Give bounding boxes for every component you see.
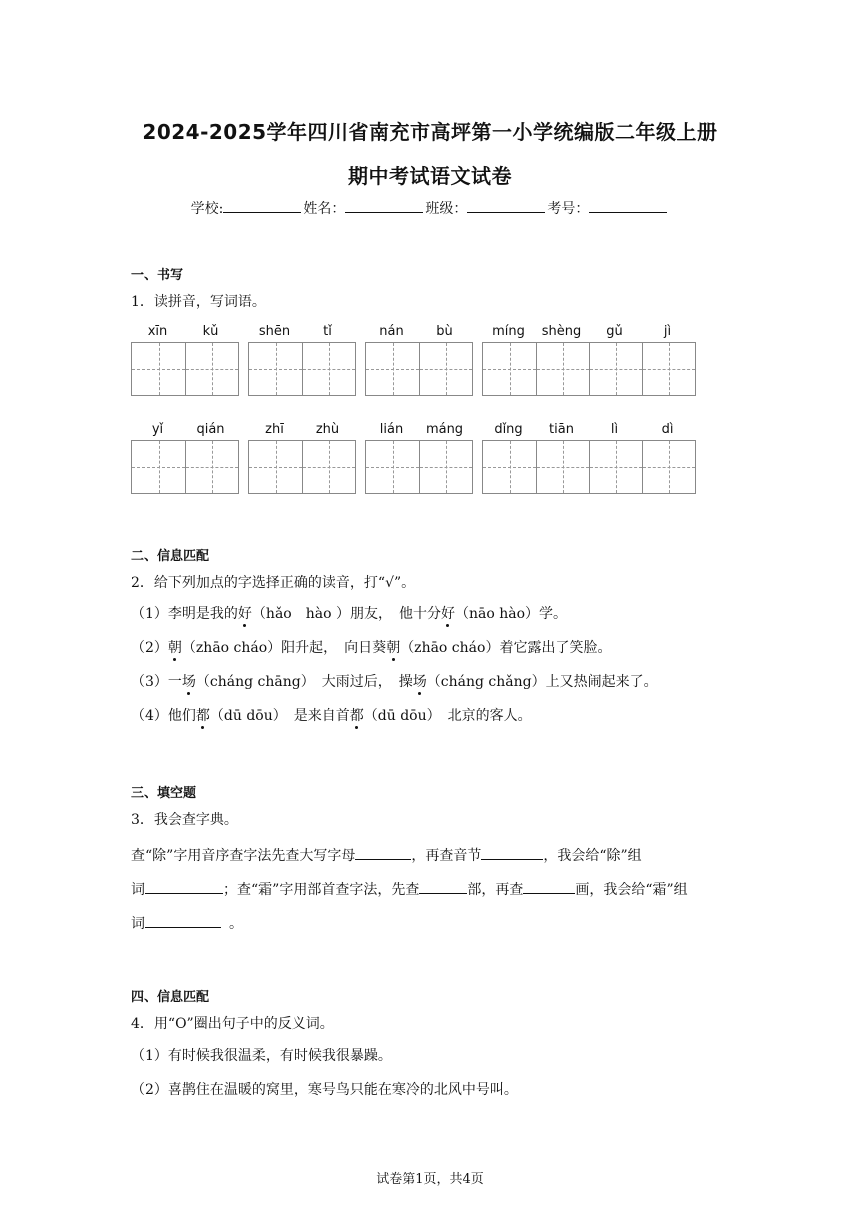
pinyin: nán	[379, 324, 404, 339]
line-text: 查“除”字用音序查字法先查大写字母	[131, 848, 356, 864]
dotted-char: 朝	[386, 640, 401, 656]
pinyin: shēn	[258, 324, 291, 339]
dotted-char: 好	[440, 606, 455, 622]
pinyin: yǐ	[151, 422, 164, 437]
item-text: （dū dōu） 北京的客人。	[363, 708, 532, 724]
pinyin: míng	[492, 324, 525, 339]
pinyin: xīn	[147, 324, 168, 339]
pinyin: zhù	[315, 422, 340, 437]
dotted-char: 都	[195, 708, 210, 724]
question-2-item-1	[131, 604, 567, 624]
section-2-heading: 二、信息匹配	[131, 549, 210, 564]
pinyin: gǔ	[606, 324, 623, 339]
question-1: 1．读拼音，写词语。	[131, 294, 266, 310]
student-info-line	[0, 198, 860, 218]
pinyin: kǔ	[202, 324, 219, 339]
dotted-char: 朝	[167, 640, 182, 656]
pinyin: shèng	[541, 324, 582, 339]
writing-box[interactable]	[248, 440, 356, 494]
question-2: 2．给下列加点的字选择正确的读音，打“√”。	[131, 575, 416, 591]
question-2-item-2	[131, 638, 611, 658]
line-text: 。	[229, 916, 243, 932]
line-text: 部，再查	[467, 882, 524, 898]
line-text: 词	[131, 916, 145, 932]
dotted-char: 好	[237, 606, 252, 622]
number-blank[interactable]	[589, 198, 667, 213]
writing-box[interactable]	[131, 342, 239, 396]
item-text: （4）他们	[131, 708, 196, 724]
writing-box[interactable]	[365, 440, 473, 494]
pinyin: qián	[196, 422, 225, 437]
section-1-heading: 一、书写	[131, 268, 184, 283]
name-blank[interactable]	[345, 198, 423, 213]
title-line-2: 期中考试语文试卷	[348, 164, 512, 188]
dotted-char: 都	[349, 708, 364, 724]
title-line-1: 2024-2025学年四川省南充市高坪第一小学统编版二年级上册	[142, 120, 718, 144]
pinyin: lì	[610, 422, 619, 437]
item-text: （zhāo cháo）阳升起， 向日葵	[181, 640, 387, 656]
pinyin: dì	[661, 422, 674, 437]
pinyin: jì	[663, 324, 672, 339]
fill-blank[interactable]	[145, 879, 223, 894]
question-3-line-1	[131, 845, 642, 865]
line-text: 画，我会给“霜”组	[575, 882, 688, 898]
question-2-item-3	[131, 672, 658, 692]
item-text: （2）	[131, 640, 168, 656]
class-label: 班级：	[425, 201, 468, 217]
item-text: （hǎo hào ）朋友， 他十分	[251, 606, 441, 622]
fill-blank[interactable]	[145, 913, 221, 928]
school-label: 学校:	[190, 201, 224, 217]
writing-box[interactable]	[365, 342, 473, 396]
fill-blank[interactable]	[481, 845, 543, 860]
item-text: （cháng chǎng）上又热闹起来了。	[426, 674, 658, 690]
line-text: ，我会给“除”组	[543, 848, 642, 864]
pinyin: tiān	[549, 422, 574, 437]
page-footer: 试卷第1页，共4页	[376, 1172, 484, 1187]
line-text: ；查“霜”字用部首查字法，先查	[223, 882, 420, 898]
section-3-heading: 三、填空题	[131, 786, 197, 801]
name-label: 姓名：	[303, 201, 346, 217]
question-3: 3．我会查字典。	[131, 812, 238, 828]
pinyin: dǐng	[494, 422, 523, 437]
class-blank[interactable]	[467, 198, 545, 213]
line-text: 词	[131, 882, 145, 898]
dotted-char: 场	[412, 674, 427, 690]
question-4: 4．用“O”圈出句子中的反义词。	[131, 1016, 334, 1032]
item-text: （3）一	[131, 674, 182, 690]
line-text: ，再查音节	[411, 848, 482, 864]
section-4-heading: 四、信息匹配	[131, 990, 210, 1005]
question-3-line-2	[131, 879, 688, 899]
number-label: 考号：	[547, 201, 590, 217]
fill-blank[interactable]	[419, 879, 467, 894]
item-text: （dū dōu） 是来自首	[209, 708, 350, 724]
item-text: （cháng chāng） 大雨过后， 操	[195, 674, 413, 690]
item-text: （nāo hào）学。	[454, 606, 568, 622]
question-2-item-4	[131, 706, 532, 726]
pinyin: tǐ	[323, 324, 332, 339]
writing-box[interactable]	[482, 440, 696, 494]
item-text: （1）李明是我的	[131, 606, 238, 622]
question-4-item-1: （1）有时候我很温柔，有时候我很暴躁。	[131, 1048, 392, 1064]
writing-box[interactable]	[482, 342, 696, 396]
writing-box[interactable]	[248, 342, 356, 396]
item-text: （zhāo cháo）着它露出了笑脸。	[400, 640, 612, 656]
fill-blank[interactable]	[355, 845, 411, 860]
pinyin: lián	[379, 422, 404, 437]
writing-box[interactable]	[131, 440, 239, 494]
pinyin: bù	[436, 324, 453, 339]
question-3-line-3	[131, 913, 243, 933]
school-blank[interactable]	[223, 198, 301, 213]
question-4-item-2: （2）喜鹊住在温暖的窝里，寒号鸟只能在寒冷的北风中号叫。	[131, 1082, 518, 1098]
fill-blank[interactable]	[523, 879, 575, 894]
pinyin: máng	[425, 422, 464, 437]
dotted-char: 场	[181, 674, 196, 690]
pinyin: zhī	[265, 422, 284, 437]
